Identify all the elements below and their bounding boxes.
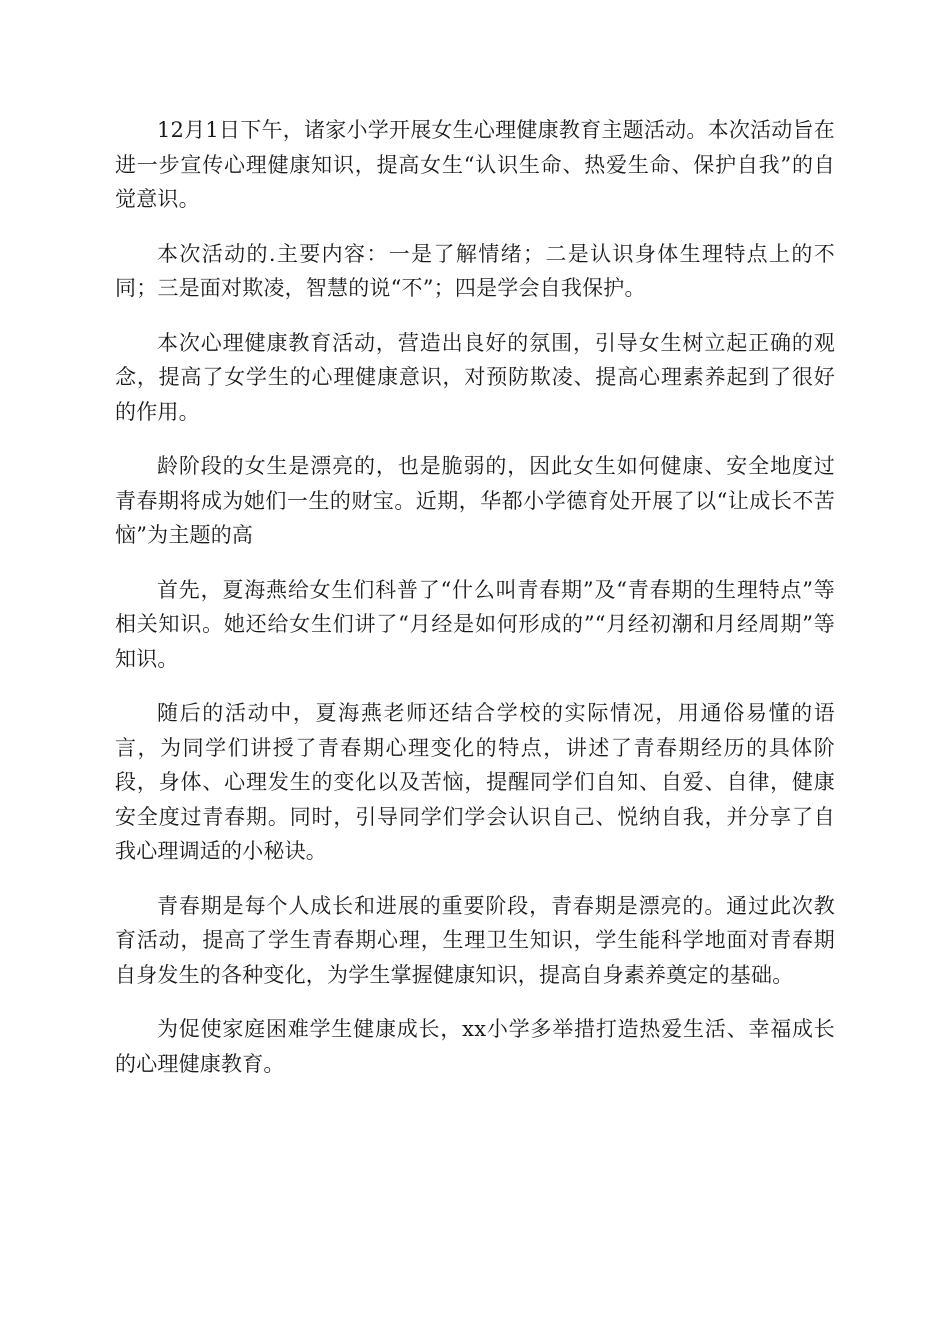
paragraph-5: 首先，夏海燕给女生们科普了“什么叫青春期”及“青春期的生理特点”等相关知识。她还给女生们讲了“月经是如何形成的”“月经初潮和月经周期”等知识。: [115, 577, 835, 671]
paragraph-3: 本次心理健康教育活动，营造出良好的氛围，引导女生树立起正确的观念，提高了女学生的心理健康意识，对预防欺凌、提高心理素养起到了很好的作用。: [115, 330, 835, 424]
paragraph-6: 随后的活动中，夏海燕老师还结合学校的实际情况，用通俗易懂的语言，为同学们讲授了青春期心理变化的特点，讲述了青春期经历的具体阶段，身体、心理发生的变化以及苦恼，提醒同学们自知、自爱、自律，健康安全度过青春期。同时，引导同学们学会认识自己、悦纳自我，并分享了自我心理调适的小秘诀。: [115, 701, 835, 863]
paragraph-8: 为促使家庭困难学生健康成长，xx小学多举措打造热爱生活、幸福成长的心理健康教育。: [115, 1017, 835, 1076]
document-body: [115, 113, 835, 1101]
paragraph-2: 本次活动的.主要内容：一是了解情绪；二是认识身体生理特点上的不同；三是面对欺凌，智慧的说“不”；四是学会自我保护。: [115, 241, 835, 300]
paragraph-7: 青春期是每个人成长和进展的重要阶段，青春期是漂亮的。通过此次教育活动，提高了学生青春期心理，生理卫生知识，学生能科学地面对青春期自身发生的各种变化，为学生掌握健康知识，提高自身素养奠定的基础。: [115, 893, 835, 987]
paragraph-1: 12月1日下午，诸家小学开展女生心理健康教育主题活动。本次活动旨在进一步宣传心理健康知识，提高女生“认识生命、热爱生命、保护自我”的自觉意识。: [115, 118, 835, 211]
paragraph-4: 龄阶段的女生是漂亮的，也是脆弱的，因此女生如何健康、安全地度过青春期将成为她们一生的财宝。近期，华都小学德育处开展了以“让成长不苦恼”为主题的高: [115, 454, 835, 547]
